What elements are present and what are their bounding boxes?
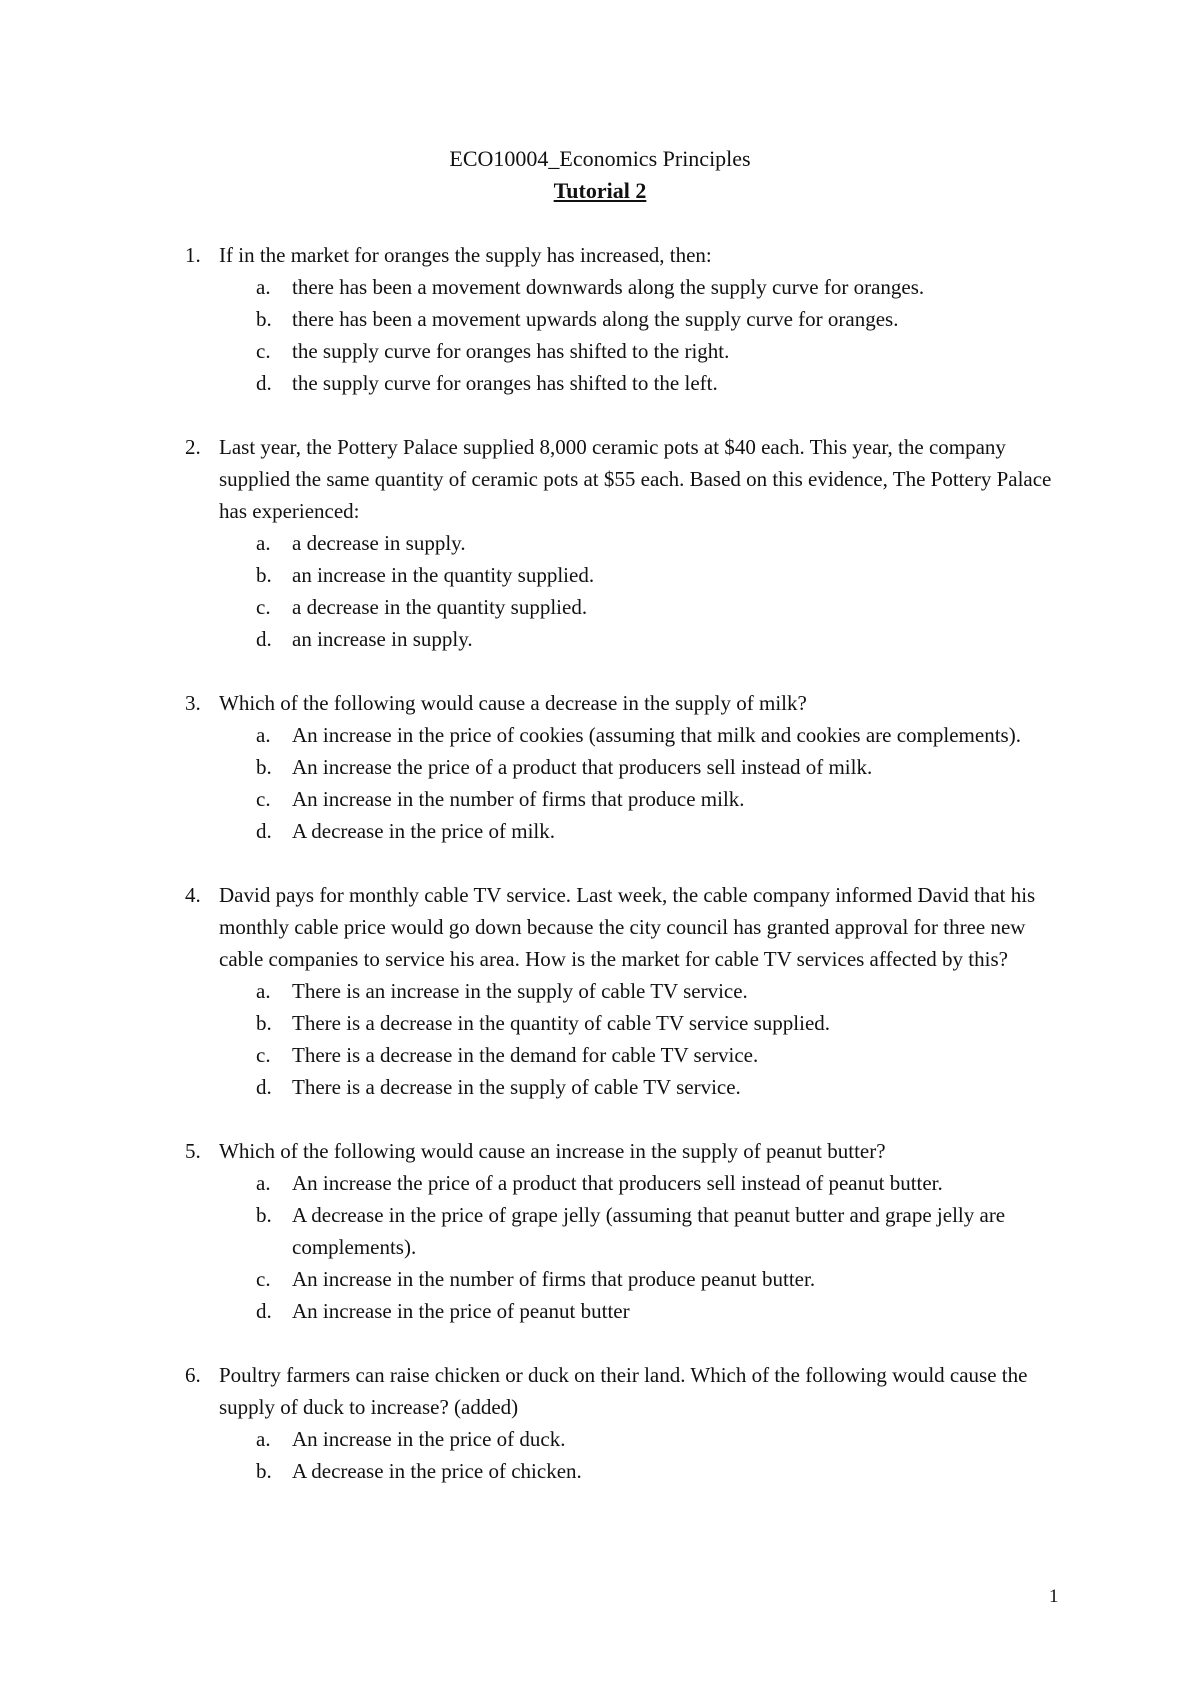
option-letter: b. [256, 1203, 272, 1227]
option-d [0, 1071, 1062, 1103]
option-letter: a. [256, 979, 271, 1003]
option-a [0, 975, 1062, 1007]
question-stem [0, 431, 1061, 527]
option-b [0, 1455, 1062, 1487]
option-letter: c. [256, 787, 271, 811]
option-d [0, 367, 1062, 399]
question-stem [0, 687, 1061, 719]
question-number: 6. [185, 1363, 201, 1387]
option-letter: a. [256, 531, 271, 555]
option-a [0, 719, 1062, 751]
question-text: Which of the following would cause a decrease in the supply of milk? [219, 691, 807, 715]
question-text: David pays for monthly cable TV service. Last week, the cable company informed David that his monthly cable price would go down because the city council has granted approval for three new cable companies to service his area. How is the market for cable TV services affected by this? [219, 883, 1036, 971]
option-text: A decrease in the price of milk. [292, 819, 555, 843]
option-text: an increase in supply. [292, 627, 473, 651]
option-b [0, 1007, 1062, 1039]
option-b [0, 559, 1062, 591]
option-list [0, 527, 1200, 655]
option-text: An increase the price of a product that producers sell instead of peanut butter. [292, 1171, 943, 1195]
question-stem [0, 1359, 1061, 1423]
option-c [0, 1039, 1062, 1071]
option-letter: b. [256, 563, 272, 587]
option-letter: c. [256, 339, 271, 363]
option-letter: d. [256, 371, 272, 395]
option-d [0, 623, 1062, 655]
tutorial-title: Tutorial 2 [553, 178, 647, 203]
option-c [0, 783, 1062, 815]
option-text: the supply curve for oranges has shifted to the left. [292, 371, 718, 395]
document-header [0, 143, 1200, 207]
option-list [0, 1167, 1200, 1327]
question-2 [0, 431, 1200, 655]
option-list [0, 975, 1200, 1103]
option-text: An increase in the number of firms that produce milk. [292, 787, 745, 811]
option-c [0, 1263, 1062, 1295]
option-text: there has been a movement downwards along the supply curve for oranges. [292, 275, 925, 299]
option-text: A decrease in the price of grape jelly (assuming that peanut butter and grape jelly are complements). [292, 1203, 1006, 1259]
option-text: An increase in the price of peanut butter [292, 1299, 630, 1323]
option-d [0, 1295, 1062, 1327]
option-letter: a. [256, 1427, 271, 1451]
question-text: Poultry farmers can raise chicken or duck on their land. Which of the following would cause the supply of duck to increase? (added) [219, 1363, 1028, 1419]
option-text: a decrease in the quantity supplied. [292, 595, 588, 619]
option-letter: d. [256, 627, 272, 651]
option-text: a decrease in supply. [292, 531, 466, 555]
option-d [0, 815, 1062, 847]
option-text: An increase in the price of cookies (assuming that milk and cookies are complements). [292, 723, 1021, 747]
question-4 [0, 879, 1200, 1103]
option-letter: a. [256, 1171, 271, 1195]
option-b [0, 751, 1062, 783]
option-c [0, 591, 1062, 623]
option-b [0, 1199, 1062, 1263]
option-letter: d. [256, 1075, 272, 1099]
course-title: ECO10004_Economics Principles [449, 146, 751, 171]
question-stem [0, 879, 1061, 975]
option-b [0, 303, 1062, 335]
option-letter: c. [256, 1043, 271, 1067]
question-stem [0, 239, 1061, 271]
option-text: There is a decrease in the demand for cable TV service. [292, 1043, 759, 1067]
option-letter: b. [256, 307, 272, 331]
option-a [0, 527, 1062, 559]
option-letter: c. [256, 595, 271, 619]
option-letter: b. [256, 1011, 272, 1035]
option-c [0, 335, 1062, 367]
option-letter: a. [256, 275, 271, 299]
option-letter: c. [256, 1267, 271, 1291]
option-letter: b. [256, 755, 272, 779]
option-text: A decrease in the price of chicken. [292, 1459, 582, 1483]
question-text: If in the market for oranges the supply has increased, then: [219, 243, 712, 267]
option-text: the supply curve for oranges has shifted to the right. [292, 339, 730, 363]
question-stem [0, 1135, 1061, 1167]
question-number: 1. [185, 243, 201, 267]
option-text: An increase the price of a product that producers sell instead of milk. [292, 755, 873, 779]
question-number: 4. [185, 883, 201, 907]
question-number: 5. [185, 1139, 201, 1163]
option-list [0, 719, 1200, 847]
option-letter: a. [256, 723, 271, 747]
question-list [0, 239, 1200, 1519]
question-number: 3. [185, 691, 201, 715]
option-letter: d. [256, 819, 272, 843]
option-letter: b. [256, 1459, 272, 1483]
question-text: Which of the following would cause an increase in the supply of peanut butter? [219, 1139, 886, 1163]
option-text: An increase in the price of duck. [292, 1427, 566, 1451]
option-list [0, 271, 1200, 399]
question-1 [0, 239, 1200, 399]
option-text: There is a decrease in the quantity of cable TV service supplied. [292, 1011, 831, 1035]
question-6 [0, 1359, 1200, 1487]
question-5 [0, 1135, 1200, 1327]
option-text: An increase in the number of firms that produce peanut butter. [292, 1267, 816, 1291]
option-text: an increase in the quantity supplied. [292, 563, 595, 587]
question-text: Last year, the Pottery Palace supplied 8,000 ceramic pots at $40 each. This year, the company supplied the same quantity of ceramic pots at $55 each. Based on this evidence, The Pottery Palace has experienced: [219, 435, 1052, 523]
question-number: 2. [185, 435, 201, 459]
option-text: There is a decrease in the supply of cable TV service. [292, 1075, 741, 1099]
page-number: 1 [1049, 1586, 1059, 1607]
option-a [0, 1423, 1062, 1455]
option-a [0, 1167, 1062, 1199]
question-3 [0, 687, 1200, 847]
option-text: there has been a movement upwards along the supply curve for oranges. [292, 307, 899, 331]
option-letter: d. [256, 1299, 272, 1323]
option-list [0, 1423, 1200, 1487]
option-text: There is an increase in the supply of cable TV service. [292, 979, 748, 1003]
option-a [0, 271, 1062, 303]
